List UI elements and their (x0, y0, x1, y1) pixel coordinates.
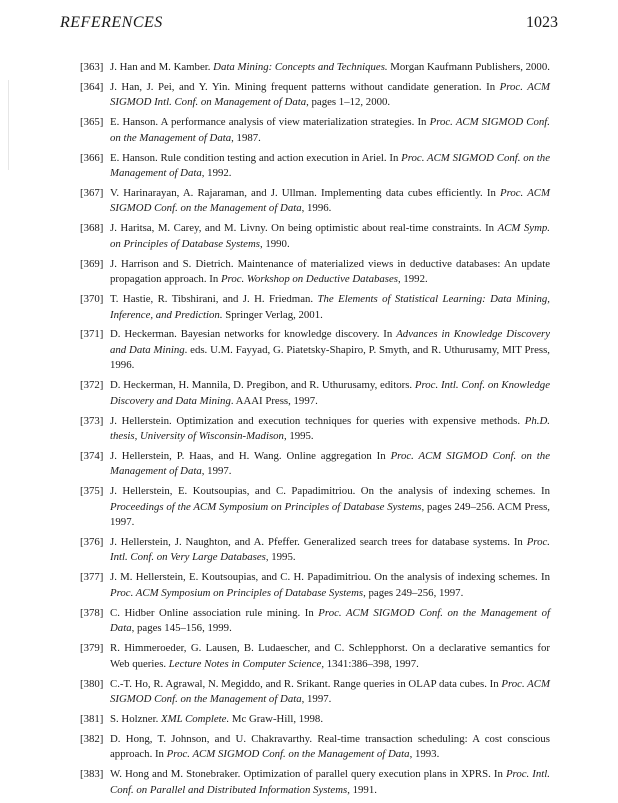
reference-number: [373] (80, 414, 104, 427)
reference-text (82, 414, 550, 445)
reference-segment: Springer Verlag, 2001. (222, 308, 323, 321)
reference-venue: Proc. ACM Symposium on Principles of Database Systems (110, 586, 364, 599)
reference-number: [374] (80, 449, 104, 462)
reference-number: [364] (80, 80, 104, 93)
reference-segment: , 1997. (201, 465, 232, 478)
reference-segment: , 1996. (301, 202, 332, 215)
reference-segment: , pages 1–12, 2000. (306, 96, 391, 109)
reference-text (82, 677, 550, 708)
reference-number: [382] (80, 732, 104, 745)
reference-segment: W. Hong and M. Stonebraker. Optimization of parallel query execution plans in XPRS. In (110, 768, 506, 781)
reference-text (82, 257, 550, 288)
reference-text (82, 484, 550, 530)
reference-segment: J. Hellerstein, P. Haas, and H. Wang. Online aggregation In (110, 449, 391, 462)
reference-entry (82, 732, 550, 763)
reference-entry (82, 60, 550, 75)
reference-venue: Proc. ACM SIGMOD Conf. on the Management of Data (110, 151, 550, 180)
reference-number: [383] (80, 768, 104, 781)
reference-text (82, 327, 550, 373)
reference-segment: T. Hastie, R. Tibshirani, and J. H. Friedman. (110, 293, 318, 306)
reference-text (82, 449, 550, 480)
reference-venue: Proc. ACM SIGMOD Conf. on the Management of Data (110, 116, 550, 144)
reference-venue: XML Complete. (160, 712, 230, 725)
reference-segment: , 1992. (201, 167, 232, 180)
reference-venue: Proc. Intl. Conf. on Very Large Databases (110, 536, 550, 564)
reference-number: [377] (80, 571, 104, 584)
reference-entry (82, 414, 550, 445)
reference-text (82, 292, 550, 323)
reference-entry (82, 221, 550, 252)
reference-entry (82, 606, 550, 637)
reference-venue: Proc. Intl. Conf. on Knowledge Discovery and Data Mining (110, 379, 550, 407)
reference-venue: Proc. ACM SIGMOD Conf. on the Management of Data (166, 748, 410, 761)
reference-segment: , 1995. (283, 430, 314, 442)
reference-segment: , 1990. (259, 237, 290, 250)
reference-segment: J. M. Hellerstein, E. Koutsoupias, and C. H. Papadimitriou. On the analysis of indexing schemes. In (110, 571, 550, 584)
reference-segment: , 1341:386–398, 1997. (321, 657, 419, 670)
reference-segment: C.-T. Ho, R. Agrawal, N. Megiddo, and R. Srikant. Range queries in OLAP data cubes. In (110, 677, 502, 690)
reference-number: [369] (80, 257, 104, 270)
reference-segment: D. Hong, T. Johnson, and U. Chakravarthy. Real-time transaction scheduling: A cost conscious approach. In (110, 732, 550, 761)
reference-segment: D. Heckerman. Bayesian networks for knowledge discovery. In (110, 328, 397, 341)
reference-text (82, 378, 550, 409)
reference-segment: . eds. U.M. Fayyad, G. Piatetsky-Shapiro, P. Smyth, and R. Uthurusamy, MIT Press, 1996. (110, 343, 550, 372)
reference-entry (82, 151, 550, 182)
reference-text (82, 535, 550, 566)
reference-text (82, 767, 550, 798)
reference-venue: Advances in Knowledge Discovery and Data Mining (110, 328, 550, 356)
reference-segment: , 1992. (397, 273, 428, 286)
reference-venue: Proc. Intl. Conf. on Parallel and Distributed Information Systems (110, 768, 550, 796)
running-title: REFERENCES (60, 14, 163, 31)
reference-venue: Proc. Workshop on Deductive Databases (220, 273, 398, 286)
reference-number: [371] (80, 328, 104, 341)
reference-text (82, 221, 550, 252)
reference-venue: Proceedings of the ACM Symposium on Principles of Database Systems (110, 500, 422, 513)
reference-number: [381] (80, 712, 104, 725)
reference-segment: Mc Graw-Hill, 1998. (229, 712, 324, 725)
reference-segment: , 1995. (265, 551, 296, 564)
reference-venue: Proc. ACM SIGMOD Conf. on the Management of Data (110, 187, 550, 215)
reference-text (82, 151, 550, 182)
reference-venue: Proc. ACM SIGMOD Conf. on the Management of Data (110, 606, 550, 635)
reference-entry (82, 115, 550, 146)
reference-entry (82, 641, 550, 672)
reference-number: [370] (80, 293, 104, 306)
scan-artifact (8, 80, 9, 170)
reference-text (82, 732, 550, 763)
reference-entry (82, 535, 550, 566)
reference-text (82, 641, 550, 672)
reference-text (82, 80, 550, 111)
reference-number: [380] (80, 677, 104, 690)
reference-segment: V. Harinarayan, A. Rajaraman, and J. Ullman. Implementing data cubes efficiently. In (110, 187, 500, 200)
reference-segment: , 1987. (231, 131, 261, 144)
reference-segment: J. Hellerstein, J. Naughton, and A. Pfeffer. Generalized search trees for database systems. In (110, 536, 527, 549)
reference-segment: J. Hellerstein. Optimization and execution techniques for queries with expensive methods. (110, 414, 525, 427)
reference-text (82, 712, 550, 727)
reference-segment: C. Hidber Online association rule mining. In (110, 606, 319, 619)
reference-entry (82, 570, 550, 601)
reference-number: [365] (80, 116, 104, 129)
reference-segment: S. Holzner. (110, 712, 161, 725)
reference-entry (82, 257, 550, 288)
reference-text (82, 60, 550, 75)
reference-segment: J. Haritsa, M. Carey, and M. Livny. On being optimistic about real-time constraints. In (110, 222, 498, 235)
page-header (60, 14, 558, 38)
reference-segment: D. Heckerman, H. Mannila, D. Pregibon, and R. Uthurusamy, editors. (110, 379, 415, 392)
page-number: 1023 (526, 14, 558, 31)
reference-segment: Morgan Kaufmann Publishers, 2000. (387, 61, 550, 73)
reference-venue: Proc. ACM SIGMOD Conf. on the Management of Data (110, 449, 550, 478)
reference-segment: , pages 249–256, 1997. (363, 586, 464, 599)
reference-segment: , 1991. (347, 783, 377, 796)
reference-entry (82, 484, 550, 530)
reference-segment: E. Hanson. Rule condition testing and action execution in Ariel. In (110, 151, 402, 164)
reference-segment: , pages 249–256. ACM Press, 1997. (110, 500, 550, 529)
reference-entry (82, 378, 550, 409)
reference-number: [378] (80, 606, 104, 619)
reference-entry (82, 677, 550, 708)
reference-venue: Data Mining: Concepts and Techniques. (213, 61, 388, 73)
reference-number: [367] (80, 187, 104, 200)
reference-venue: Ph.D. thesis, University of Wisconsin-Madison (110, 414, 550, 442)
reference-number: [376] (80, 536, 104, 549)
reference-venue: Lecture Notes in Computer Science (168, 657, 322, 670)
reference-segment: J. Harrison and S. Dietrich. Maintenance of materialized views in deductive databases: An update propagation approach. In (110, 257, 550, 286)
reference-segment: J. Han and M. Kamber. (110, 61, 214, 73)
reference-entry (82, 292, 550, 323)
reference-list (82, 60, 550, 803)
reference-entry (82, 186, 550, 217)
reference-number: [368] (80, 222, 104, 235)
reference-segment: , pages 145–156, 1999. (131, 622, 232, 635)
reference-number: [375] (80, 485, 104, 498)
reference-segment: , 1997. (301, 692, 332, 705)
reference-segment: . AAAI Press, 1997. (230, 394, 318, 407)
reference-entry (82, 767, 550, 798)
reference-venue: Proc. ACM SIGMOD Conf. on the Management of Data (110, 677, 550, 705)
reference-entry (82, 712, 550, 727)
reference-number: [379] (80, 642, 104, 655)
reference-segment: R. Himmeroeder, G. Lausen, B. Ludaescher, and C. Schlepphorst. On a declarative semantics for Web queries. (110, 642, 550, 670)
reference-text (82, 570, 550, 601)
reference-text (82, 606, 550, 637)
reference-venue: The Elements of Statistical Learning: Data Mining, Inference, and Prediction. (110, 293, 550, 321)
reference-entry (82, 327, 550, 373)
reference-text (82, 115, 550, 146)
reference-number: [363] (80, 61, 104, 73)
reference-segment: J. Han, J. Pei, and Y. Yin. Mining frequent patterns without candidate generation. In (110, 80, 500, 93)
reference-entry (82, 80, 550, 111)
reference-venue: ACM Symp. on Principles of Database Systems (110, 222, 550, 250)
reference-entry (82, 449, 550, 480)
reference-venue: Proc. ACM SIGMOD Intl. Conf. on Management of Data (110, 80, 550, 109)
reference-text (82, 186, 550, 217)
reference-segment: , 1993. (409, 748, 440, 761)
reference-segment: J. Hellerstein, E. Koutsoupias, and C. Papadimitriou. On the analysis of indexing schemes. In (110, 485, 550, 498)
reference-number: [366] (80, 151, 104, 164)
reference-segment: E. Hanson. A performance analysis of view materialization strategies. In (110, 116, 430, 129)
reference-number: [372] (80, 379, 104, 392)
